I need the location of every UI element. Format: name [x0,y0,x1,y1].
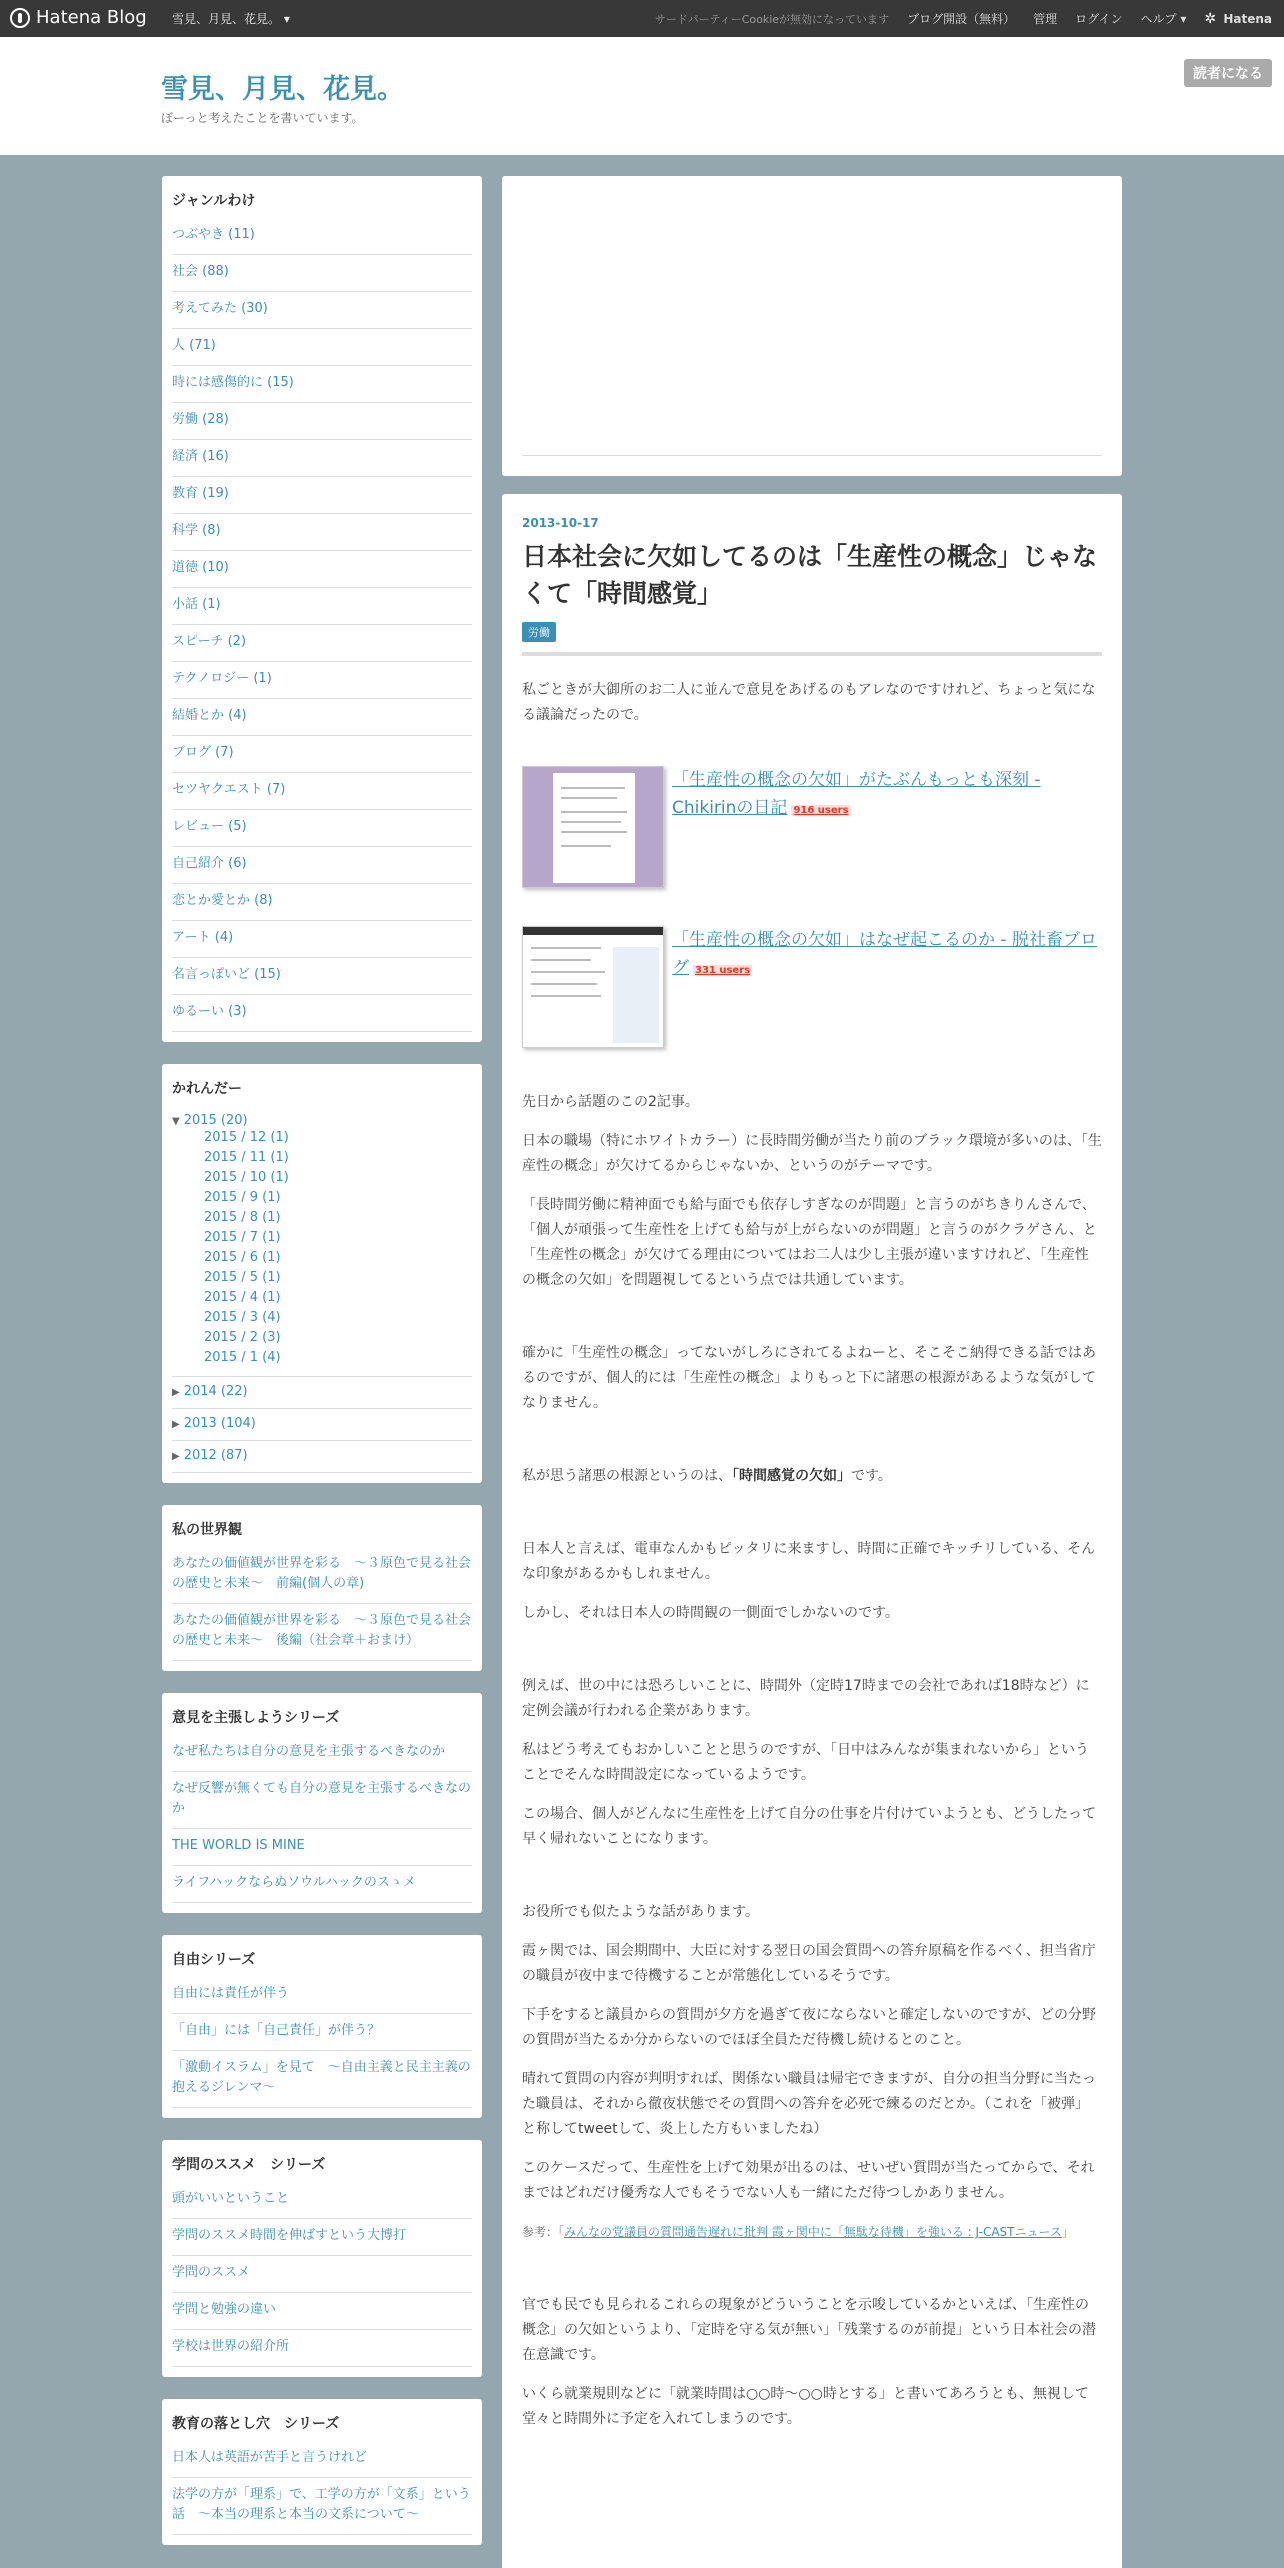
list-item [172,588,472,625]
spacer [522,1307,1102,1341]
entry-date[interactable]: 2013-10-17 [522,516,599,530]
paragraph: 晴れて質問の内容が判明すれば、関係ない職員は帰宅できますが、自分の担当分野に当たった職員は、それから徹夜状態でその質問への答弁を必死で練るのだとか。（これを「被弾」と称してtweetして、炎上した方もいましたね） [522,2071,1096,2137]
calendar-module [162,1064,482,1483]
reference-suffix: 」 [1061,2225,1074,2239]
list-item [172,2051,472,2108]
calendar-year-toggle[interactable] [172,1409,472,1441]
list-item [204,1208,472,1228]
calendar-month-link[interactable]: 2015 / 1 (4) [204,1350,281,1365]
list-item [204,1308,472,1328]
subscribe-button[interactable]: 読者になる [1184,59,1272,87]
list-item [172,292,472,329]
blog-header [0,37,1284,155]
list-item [172,2219,472,2256]
opinion-list [172,1735,472,1903]
hatena-link[interactable] [1204,12,1272,26]
cookie-notice: サードパーティーCookieが無効になっています [654,12,890,26]
genre-link[interactable]: レビュー (5) [172,819,247,834]
list-item [172,699,472,736]
module-heading: かれんだー [172,1081,242,1097]
calendar-year-toggle[interactable] [172,1441,472,1473]
module-heading: 学問のススメ シリーズ [172,2157,326,2173]
expanded-triangle-icon: ▼ [172,1116,180,1127]
embed-title-link[interactable]: 「生産性の概念の欠如」がたぶんもっとも深刻 - Chikirinの日記 [672,770,1041,818]
list-item [172,218,472,255]
collapsed-triangle-icon: ▶ [172,1451,180,1462]
hatena-sun-icon: ✲ [1204,10,1217,27]
list-item [172,773,472,810]
list-item [204,1128,472,1148]
genre-link[interactable]: 道徳 (10) [172,560,229,575]
genre-link[interactable]: テクノロジー (1) [172,671,272,686]
thumbnail-line [561,797,617,799]
article-link[interactable]: なぜ反響が無くても自分の意見を主張するべきなのか [172,1781,472,1816]
embed-thumbnail[interactable] [522,926,664,1048]
opinion-series-module [162,1693,482,1913]
calendar-month-link[interactable]: 2015 / 5 (1) [204,1270,281,1285]
education-list [172,2441,472,2535]
list-item [172,2014,472,2051]
genre-link[interactable]: 科学 (8) [172,523,221,538]
thumbnail-sidebar [613,947,659,1043]
thumbnail-header [523,927,663,935]
list-item [172,329,472,366]
emphasis-text: 「時間感覚の欠如」 [732,1468,851,1484]
bookmark-users-badge[interactable]: 331 users [695,965,751,976]
education-series-module [162,2399,482,2545]
worldview-module [162,1505,482,1671]
spacer [522,1503,1102,1537]
calendar-year-link[interactable]: 2015 (20) [183,1113,248,1128]
list-item [204,1168,472,1188]
module-heading: 教育の落とし穴 シリーズ [172,2416,340,2432]
hatena-blog-logo-icon [10,8,30,28]
paragraph: 「長時間労働に精神面でも給与面でも依存しすぎなのが問題」と言うのがちきりんさんで、「個人が頑張って生産性を上げても給与が上がらないのが問題」と言うのがクラゲさん、と「生産性の概念」が欠けてる理由についてはお二人は少し主張が違いますけれど、「生産性の概念の欠如」を問題視してるという点では共通しています。 [522,1197,1097,1288]
hatena-blog-logo-text: Hatena Blog [36,7,147,28]
article-link[interactable]: ライフハックならぬソウルハックのスゝメ [172,1875,416,1890]
paragraph [522,1464,1102,1489]
thumbnail-line [561,787,625,789]
study-list [172,2182,472,2367]
genre-link[interactable]: 経済 (16) [172,449,229,464]
calendar-year-toggle[interactable] [172,1377,472,1409]
help-menu[interactable]: ヘルプ ▾ [1140,12,1187,26]
genre-link[interactable]: ブログ (7) [172,745,234,760]
calendar-month-link[interactable]: 2015 / 9 (1) [204,1190,281,1205]
calendar-year-link[interactable]: 2012 (87) [183,1448,248,1463]
list-item [204,1188,472,1208]
title-divider [522,652,1102,656]
list-item [172,1829,472,1866]
genre-link[interactable]: セツヤクエスト (7) [172,782,286,797]
article-link[interactable]: 「自由」には「自己責任」が伴う？ [172,2023,381,2038]
module-heading: 自由シリーズ [172,1952,256,1968]
paragraph: 私ごときが大御所のお二人に並んで意見をあげるのもアレなのですけれど、ちょっと気になる議論だったので。 [522,682,1096,723]
calendar-year-toggle[interactable] [172,1106,472,1128]
paragraph: お役所でも似たような話があります。 [522,1904,759,1920]
blog-switcher[interactable]: 雪見、月見、花見。 ▾ [172,12,290,26]
article-link[interactable]: 法学の方が「理系」で、工学の方が「文系」という話 ～本当の理系と本当の文系について～ [172,2487,471,2522]
calendar-month-link[interactable]: 2015 / 4 (1) [204,1290,281,1305]
login-link[interactable]: ログイン [1075,12,1123,26]
embed-title-link[interactable]: 「生産性の概念の欠如」はなぜ起こるのか - 脱社畜ブログ [672,930,1097,978]
list-item [172,1547,472,1604]
list-item [172,2293,472,2330]
list-item [172,958,472,995]
embed-text [672,926,1102,1048]
list-item [172,1735,472,1772]
paragraph: いくら就業規則などに「就業時間は○○時～○○時とする」と書いてあろうとも、無視して堂々と時間外に予定を入れてしまうのです。 [522,2386,1089,2427]
paragraph: しかし、それは日本人の時間観の一側面でしかないのです。 [522,1605,899,1621]
list-item [172,625,472,662]
list-item [172,847,472,884]
article-link[interactable]: 自由には責任が伴う [172,1986,290,2001]
calendar-month-link[interactable]: 2015 / 6 (1) [204,1250,281,1265]
genre-link[interactable]: 社会 (88) [172,264,229,279]
collapsed-triangle-icon: ▶ [172,1387,180,1398]
list-item [172,921,472,958]
list-item [172,1866,472,1903]
module-heading: ジャンルわけ [172,193,256,209]
list-item [204,1288,472,1308]
list-item [204,1248,472,1268]
article-link[interactable]: 学問のススメ [172,2265,251,2280]
thumbnail-line [561,831,627,833]
article-link[interactable]: あなたの価値観が世界を彩る ～３原色で見る社会の歴史と未来～ 前編(個人の章) [172,1556,472,1591]
calendar-month-link[interactable]: 2015 / 8 (1) [204,1210,281,1225]
thumbnail-line [531,971,605,973]
article-link[interactable]: 学問のススメ時間を伸ばすという大博打 [172,2228,407,2243]
paragraph-text: です。 [851,1468,892,1484]
ad-divider [522,455,1102,456]
category-badge[interactable]: 労働 [522,622,556,642]
thumbnail-line [561,821,621,823]
list-item [172,995,472,1032]
bookmark-users-badge[interactable]: 916 users [793,805,849,816]
genre-link[interactable]: つぶやき (11) [172,227,255,242]
spacer [522,1430,1102,1464]
hatena-link-label: Hatena [1223,11,1272,26]
genre-link[interactable]: 名言っぽいど (15) [172,967,281,982]
calendar-year-open [172,1106,472,1377]
paragraph: 霞ヶ関では、国会期間中、大臣に対する翌日の国会質問への答弁原稿を作るべく、担当省庁の職員が夜中まで待機することが常態化しているそうです。 [522,1943,1096,1984]
calendar-month-list [172,1128,472,1368]
embed-text [672,766,1102,888]
paragraph: 日本の職場（特にホワイトカラー）に長時間労働が当たり前のブラック環境が多いのは、「生産性の概念」が欠けてるからじゃないか、というのがテーマです。 [522,1133,1102,1174]
list-item [172,2256,472,2293]
genre-link[interactable]: アート (4) [172,930,234,945]
genre-link[interactable]: 考えてみた (30) [172,301,268,316]
spacer [522,1640,1102,1674]
genre-link[interactable]: 小話 (1) [172,597,221,612]
list-item [172,884,472,921]
list-item [172,1977,472,2014]
module-heading: 私の世界観 [172,1522,242,1538]
hatena-blog-logo[interactable] [10,7,147,28]
genre-list [172,218,472,1032]
thumbnail-line [561,811,627,813]
blog-description: ぼーっと考えたことを書いています。 [161,111,364,125]
calendar-year-link[interactable]: 2013 (104) [183,1416,256,1431]
list-item [204,1268,472,1288]
thumbnail-line [531,947,601,949]
genre-link[interactable]: 結婚とか (4) [172,708,247,723]
list-item [172,736,472,773]
admin-link[interactable]: 管理 [1033,12,1058,26]
list-item [172,2330,472,2367]
calendar-month-link[interactable]: 2015 / 7 (1) [204,1230,281,1245]
genre-link[interactable]: 教育 (19) [172,486,229,501]
article-link[interactable]: 頭がいいということ [172,2191,290,2206]
genre-link[interactable]: 恋とか愛とか (8) [172,893,273,908]
article-link[interactable]: 日本人は英語が苦手と言うけれど [172,2450,368,2465]
genre-link[interactable]: 労働 (28) [172,412,229,427]
article-link[interactable]: なぜ私たちは自分の意見を主張するべきなのか [172,1744,446,1759]
paragraph: 官でも民でも見られるこれらの現象がどういうことを示唆しているかといえば、「生産性の概念」の欠如というより、「定時を守る気が無い」「残業するのが前提」という日本社会の潜在意識です。 [522,2297,1096,2363]
article-link[interactable]: あなたの価値観が世界を彩る ～３原色で見る社会の歴史と未来～ 後編（社会章＋おまけ） [172,1613,472,1648]
paragraph: 私はどう考えてもおかしいことと思うのですが、「日中はみんなが集まれないから」ということでそんな時間設定になっているようです。 [522,1742,1089,1783]
list-item [172,514,472,551]
calendar-month-link[interactable]: 2015 / 12 (1) [204,1130,289,1145]
list-item [172,1604,472,1661]
genre-link[interactable]: 人 (71) [172,338,216,353]
reference-prefix: 参考：「 [522,2225,565,2239]
sidebar [162,176,482,2567]
calendar-year-link[interactable]: 2014 (22) [183,1384,248,1399]
start-blog-link[interactable]: ブログ開設（無料） [907,12,1016,26]
list-item [172,2182,472,2219]
spacer [522,1048,1102,1090]
freedom-series-module [162,1935,482,2118]
thumbnail-line [531,983,597,985]
global-header [0,0,1284,37]
list-item [172,403,472,440]
list-item [172,2478,472,2535]
list-item [172,1772,472,1829]
module-heading: 意見を主張しようシリーズ [172,1710,340,1726]
spacer [522,1866,1102,1900]
paragraph: この場合、個人がどんなに生産性を上げて自分の仕事を片付けていようとも、どうしたって早く帰れないことになります。 [522,1806,1096,1847]
paragraph: 確かに「生産性の概念」ってないがしろにされてるよねーと、そこそこ納得できる話ではあるのですが、個人的には「生産性の概念」よりもっと下に諸悪の根源があるような気がしてなりません。 [522,1345,1096,1411]
list-item [172,440,472,477]
list-item [172,551,472,588]
thumbnail-line [531,959,591,961]
embed-thumbnail[interactable] [522,766,664,888]
reference-link[interactable]: みんなの党議員の質問通告遅れに批判 霞ヶ関中に「無駄な待機」を強いる : J-CASTニュース [564,2225,1062,2239]
genre-link[interactable]: 時には感傷的に (15) [172,375,294,390]
blog-entry [502,494,1122,2568]
paragraph: 先日から話題のこの2記事。 [522,1094,699,1110]
collapsed-triangle-icon: ▶ [172,1419,180,1430]
list-item [204,1228,472,1248]
genre-module [162,176,482,1042]
calendar-month-link[interactable]: 2015 / 11 (1) [204,1150,289,1165]
calendar-month-link[interactable]: 2015 / 2 (3) [204,1330,281,1345]
genre-link[interactable]: 自己紹介 (6) [172,856,247,871]
spacer [522,2259,1102,2293]
article-link[interactable]: 学問と勉強の違い [172,2302,277,2317]
list-item [172,255,472,292]
list-item [172,662,472,699]
paragraph: 下手をすると議員からの質問が夕方を過ぎて夜にならないと確定しないのですが、どの分野の質問が当たるか分からないのでほぼ全員ただ待機し続けるとのこと。 [522,2007,1096,2048]
calendar-month-link[interactable]: 2015 / 10 (1) [204,1170,289,1185]
embed-card[interactable] [522,766,1102,888]
list-item [204,1328,472,1348]
list-item [172,2441,472,2478]
article-link[interactable]: 「激動イスラム」を見て ～自由主義と民主主義の抱えるジレンマ～ [172,2060,471,2095]
freedom-list [172,1977,472,2108]
list-item [204,1348,472,1368]
paragraph: 例えば、世の中には恐ろしいことに、時間外（定時17時までの会社であれば18時など）に定例会議が行われる企業があります。 [522,1678,1090,1719]
calendar-month-link[interactable]: 2015 / 3 (4) [204,1310,281,1325]
paragraph: 日本人と言えば、電車なんかもピッタリに来ますし、時間に正確でキッチリしている、そんな印象があるかもしれません。 [522,1541,1096,1582]
worldview-list [172,1547,472,1661]
thumbnail-line [561,845,611,847]
blog-title[interactable]: 雪見、月見、花見。 [161,74,404,105]
thumbnail-page [553,773,635,883]
study-series-module [162,2140,482,2377]
list-item [172,366,472,403]
article-link[interactable]: 学校は世界の紹介所 [172,2339,290,2354]
paragraph-text: 私が思う諸悪の根源というのは、 [522,1468,732,1484]
thumbnail-line [531,995,601,997]
global-nav [655,10,1272,27]
list-item [172,810,472,847]
entry-title[interactable]: 日本社会に欠如してるのは「生産性の概念」じゃなくて「時間感覚」 [522,542,1098,608]
reference-note [522,2220,1102,2245]
main-content [502,176,1122,2568]
genre-link[interactable]: スピーチ (2) [172,634,247,649]
list-item [172,477,472,514]
list-item [204,1148,472,1168]
embed-card[interactable] [522,926,1102,1048]
genre-link[interactable]: ゆるーい (3) [172,1004,247,1019]
article-link[interactable]: THE WORLD IS MINE [172,1838,305,1853]
ad-area [502,176,1122,476]
paragraph: このケースだって、生産性を上げて効果が出るのは、せいぜい質問が当たってからで、それまではどれだけ優秀な人でもそうでない人も一緒にただ待つしかありません。 [522,2160,1095,2201]
